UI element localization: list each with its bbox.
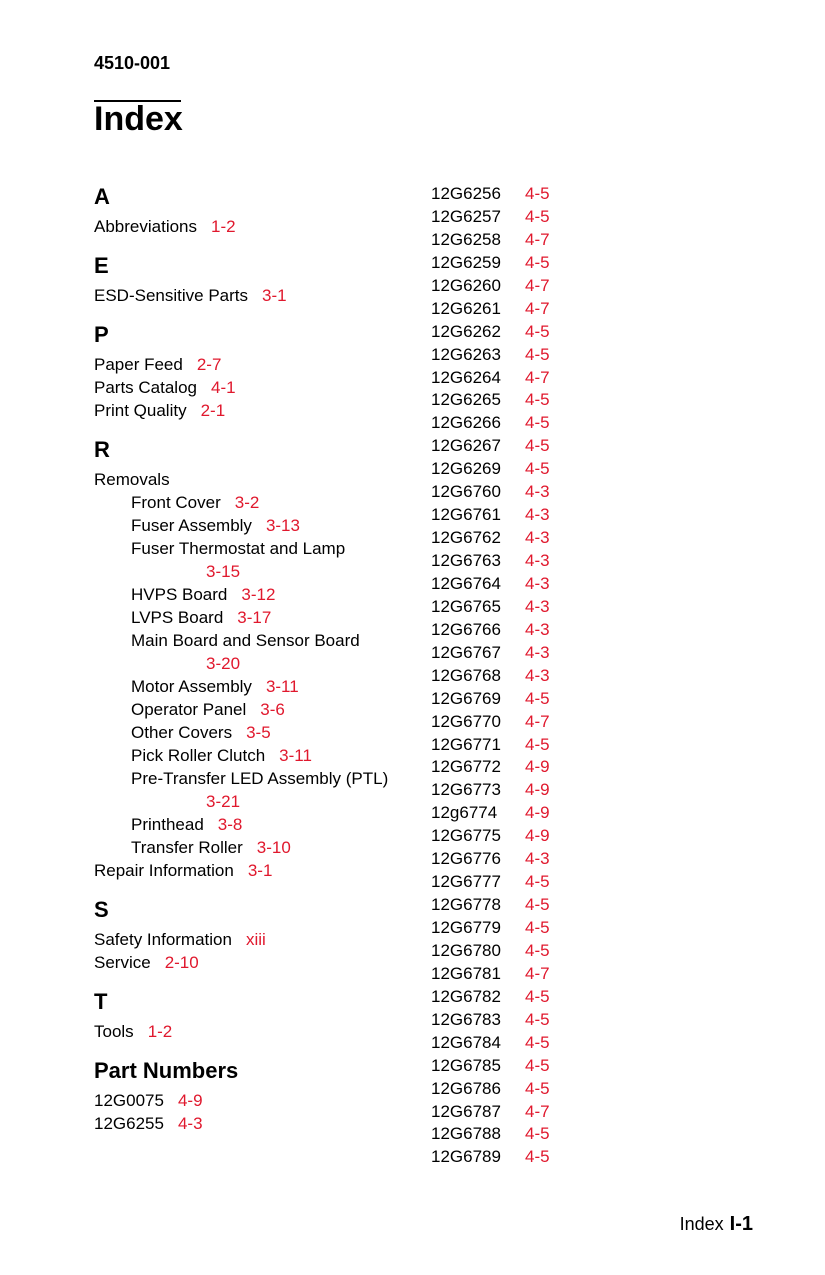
page-reference-link[interactable]: 4-5 (525, 986, 550, 1006)
part-number: 12G6262 (431, 321, 501, 341)
page-reference-link[interactable]: 4-5 (525, 1009, 550, 1029)
part-number: 12G6766 (431, 619, 501, 639)
page-reference-link[interactable]: 3-12 (241, 585, 276, 604)
page-reference-link[interactable]: xiii (245, 930, 266, 949)
index-entry-text: Printhead (131, 815, 204, 834)
part-number-entry (431, 1009, 631, 1032)
part-number-entry (431, 481, 631, 504)
page-reference-link[interactable]: 4-9 (525, 803, 550, 823)
part-number: 12G6269 (431, 459, 501, 479)
index-entry (94, 468, 424, 491)
page-reference-link[interactable]: 4-5 (525, 940, 550, 960)
page-reference-link[interactable]: 4-3 (525, 642, 550, 662)
part-number: 12G6760 (431, 482, 501, 502)
part-number-entry (431, 321, 631, 344)
page-reference-link[interactable]: 4-5 (525, 1124, 550, 1144)
part-number: 12G6779 (431, 918, 501, 937)
part-number: 12G6761 (431, 505, 501, 525)
part-number: 12g6774 (431, 803, 498, 823)
page-reference-link[interactable]: 4-3 (525, 482, 550, 502)
page-reference-link[interactable]: 4-5 (525, 390, 550, 410)
page-reference-link[interactable]: 4-5 (525, 206, 550, 226)
part-number: 12G6762 (431, 528, 501, 548)
page-reference-link[interactable]: 4-5 (525, 321, 550, 341)
part-number: 12G6258 (431, 229, 501, 249)
part-number: 12G6255 (94, 1114, 164, 1133)
page-reference-link[interactable]: 3-15 (206, 562, 241, 581)
index-entry (94, 744, 424, 767)
index-entry-text: Main Board and Sensor Board (131, 631, 360, 650)
part-number: 12G6261 (431, 298, 501, 318)
page-reference-link[interactable]: 4-7 (525, 1101, 550, 1121)
index-entry (94, 836, 424, 859)
part-number-entry (431, 825, 631, 848)
index-entry-text: Paper Feed (94, 355, 183, 374)
part-number: 12G6259 (431, 252, 501, 272)
part-number: 12G6775 (431, 826, 501, 846)
part-number: 12G6763 (431, 551, 501, 570)
part-number: 12G6260 (431, 275, 501, 295)
page-reference-link[interactable]: 4-3 (525, 596, 550, 616)
page-reference-link[interactable]: 3-13 (265, 516, 300, 535)
index-entry (94, 767, 424, 790)
part-number-entry (431, 458, 631, 481)
part-number-entry (94, 1089, 424, 1112)
page-reference-link[interactable]: 3-17 (237, 608, 272, 627)
part-number-entry (431, 848, 631, 871)
index-entry-text: Front Cover (131, 493, 221, 512)
index-entry (94, 629, 424, 652)
page-reference-link[interactable]: 4-3 (525, 619, 550, 639)
page-reference-link[interactable]: 4-5 (525, 184, 550, 203)
part-number: 12G6783 (431, 1009, 501, 1029)
part-number-entry (431, 756, 631, 779)
index-entry-text: HVPS Board (131, 585, 228, 604)
part-number-entry (431, 367, 631, 390)
part-number-entry (431, 894, 631, 917)
index-entry (94, 951, 424, 974)
index-entry-text: Pre-Transfer LED Assembly (PTL) (131, 769, 389, 788)
part-number-entry (431, 1123, 631, 1146)
page-reference-link[interactable]: 3-10 (256, 838, 291, 857)
part-number-entry (431, 183, 631, 206)
part-number: 12G6767 (431, 642, 501, 662)
page-reference-link[interactable]: 4-9 (177, 1091, 203, 1110)
part-number: 12G6267 (431, 436, 501, 456)
part-number: 12G6789 (431, 1147, 501, 1167)
index-entry-text: Service (94, 953, 151, 972)
part-number: 12G6788 (431, 1124, 501, 1144)
page-reference-link[interactable]: 3-2 (234, 493, 260, 512)
page-reference-link[interactable]: 4-7 (525, 275, 550, 295)
part-number: 12G6264 (431, 367, 501, 387)
index-entry (94, 1020, 424, 1043)
part-number: 12G6778 (431, 895, 501, 915)
part-number-entry (431, 504, 631, 527)
page-reference-link[interactable]: 3-21 (206, 792, 241, 811)
index-entry (94, 399, 424, 422)
index-entry-text: Fuser Assembly (131, 516, 252, 535)
part-number: 12G6265 (431, 390, 501, 410)
part-number-entry (431, 527, 631, 550)
part-number-entry (431, 711, 631, 734)
part-number: 12G6776 (431, 849, 501, 869)
part-number-entry (431, 275, 631, 298)
page-reference-link[interactable]: 2-7 (196, 355, 222, 374)
index-right-column (431, 183, 631, 1169)
page-reference-link[interactable]: 4-7 (525, 298, 550, 318)
part-number: 12G6772 (431, 757, 501, 777)
part-number: 12G6780 (431, 940, 501, 960)
part-number: 12G6764 (431, 573, 501, 593)
part-number-entry (431, 596, 631, 619)
page-reference-link[interactable]: 4-3 (525, 665, 550, 685)
part-number-entry (431, 1146, 631, 1169)
page-reference-link[interactable]: 4-9 (525, 757, 550, 777)
part-number-entry (431, 412, 631, 435)
page-reference-link[interactable]: 4-3 (177, 1114, 203, 1133)
page-reference-link[interactable]: 4-3 (525, 849, 550, 869)
page-reference-link[interactable]: 4-7 (525, 229, 550, 249)
page-footer (680, 1213, 753, 1236)
page-reference-link[interactable]: 3-8 (217, 815, 243, 834)
index-entry-text: Motor Assembly (131, 677, 252, 696)
page-title: Index (94, 100, 183, 138)
index-entry-text: Operator Panel (131, 700, 247, 719)
part-number-entry (431, 802, 631, 825)
page-reference-link[interactable]: 4-5 (525, 1147, 550, 1167)
part-number: 12G6785 (431, 1055, 501, 1075)
index-entry (94, 353, 424, 376)
index-entry (94, 284, 424, 307)
part-number: 12G6770 (431, 711, 501, 731)
part-number-entry (431, 344, 631, 367)
page-reference-link[interactable]: 4-5 (525, 895, 550, 915)
index-entry (94, 675, 424, 698)
page-reference-link[interactable]: 4-5 (525, 734, 550, 754)
part-number: 12G6256 (431, 184, 501, 203)
index-entry-text: Parts Catalog (94, 378, 197, 397)
page-reference-link[interactable]: 4-5 (525, 1055, 550, 1075)
part-number-entry (431, 642, 631, 665)
index-left-column (94, 178, 424, 1135)
part-number-entry (431, 298, 631, 321)
part-number-entry (431, 1078, 631, 1101)
index-entry (94, 537, 424, 560)
footer-page-number: I-1 (729, 1213, 753, 1235)
index-entry-text: Other Covers (131, 723, 233, 742)
section-letter: A (94, 184, 110, 209)
page-reference-link[interactable]: 4-5 (525, 252, 550, 272)
page-reference-link[interactable]: 4-5 (525, 918, 550, 937)
part-number-entry (431, 389, 631, 412)
page-reference-link[interactable]: 4-1 (211, 378, 236, 397)
index-entry (94, 583, 424, 606)
part-number-entry (431, 871, 631, 894)
page-reference-link[interactable]: 4-7 (525, 711, 550, 731)
page-reference-link[interactable]: 3-1 (247, 861, 273, 880)
index-entry (94, 491, 424, 514)
page-reference-link[interactable]: 4-5 (525, 1078, 550, 1098)
part-number: 12G6782 (431, 986, 501, 1006)
page-reference-link[interactable]: 3-5 (246, 723, 271, 742)
part-number-entry (431, 1032, 631, 1055)
page-reference-link[interactable]: 3-20 (206, 654, 241, 673)
index-entry (94, 514, 424, 537)
section-letter: T (94, 989, 108, 1014)
page-reference-link[interactable]: 4-7 (525, 367, 550, 387)
part-number: 12G6263 (431, 344, 501, 364)
section-letter: E (94, 253, 109, 278)
index-entry (94, 698, 424, 721)
part-number-entry (431, 1055, 631, 1078)
part-number-entry (431, 229, 631, 252)
part-number: 12G6765 (431, 596, 501, 616)
part-number-entry (431, 917, 631, 940)
page-reference-link[interactable]: 3-11 (265, 677, 299, 696)
page-reference-link[interactable]: 4-3 (525, 551, 550, 570)
index-entry (94, 790, 424, 813)
index-entry-text: Fuser Thermostat and Lamp (131, 539, 346, 558)
page-reference-link[interactable]: 4-3 (525, 505, 550, 525)
part-number: 12G6769 (431, 688, 501, 708)
page-reference-link[interactable]: 4-7 (525, 963, 550, 983)
part-number-entry (431, 619, 631, 642)
part-number: 12G6266 (431, 413, 501, 433)
page-reference-link[interactable]: 4-5 (525, 459, 550, 479)
index-entry-text: Pick Roller Clutch (131, 746, 266, 765)
index-entry (94, 721, 424, 744)
index-entry (94, 560, 424, 583)
page-reference-link[interactable]: 4-9 (525, 826, 550, 846)
index-entry-text: Removals (94, 470, 170, 489)
index-entry (94, 376, 424, 399)
page-reference-link[interactable]: 4-5 (525, 436, 550, 456)
page-reference-link[interactable]: 1-2 (147, 1022, 173, 1041)
part-number: 12G6787 (431, 1101, 501, 1121)
index-entry (94, 652, 424, 675)
page-reference-link[interactable]: 1-2 (211, 217, 236, 236)
part-number-entry (431, 779, 631, 802)
page-reference-link[interactable]: 3-6 (260, 700, 285, 719)
part-number-entry (431, 550, 631, 573)
index-entry-text: LVPS Board (131, 608, 224, 627)
part-number-entry (431, 206, 631, 229)
part-number-entry (431, 665, 631, 688)
page-reference-link[interactable]: 4-3 (525, 528, 550, 548)
part-number-entry (431, 986, 631, 1009)
part-number: 12G6784 (431, 1032, 501, 1052)
part-number: 12G6777 (431, 872, 501, 892)
index-entry (94, 928, 424, 951)
page-reference-link[interactable]: 4-5 (525, 1032, 550, 1052)
part-number-entry (431, 435, 631, 458)
page-reference-link[interactable]: 4-5 (525, 413, 550, 433)
part-number: 12G6771 (431, 734, 501, 754)
part-number: 12G6768 (431, 665, 501, 685)
page-reference-link[interactable]: 2-1 (200, 401, 226, 420)
index-entry-text: Transfer Roller (131, 838, 243, 857)
index-entry-text: Abbreviations (94, 217, 198, 236)
index-entry (94, 859, 424, 882)
part-number: 12G6773 (431, 780, 501, 800)
part-numbers-heading: Part Numbers (94, 1058, 239, 1083)
section-letter: R (94, 437, 110, 462)
part-number-entry (431, 688, 631, 711)
page-reference-link[interactable]: 2-10 (164, 953, 199, 972)
page-reference-link[interactable]: 3-11 (279, 746, 312, 765)
page-reference-link[interactable]: 4-5 (525, 872, 550, 892)
page-reference-link[interactable]: 3-1 (262, 286, 287, 305)
doc-id: 4510-001 (94, 53, 171, 73)
section-letter: P (94, 322, 109, 347)
index-entry (94, 813, 424, 836)
part-number-entry (431, 963, 631, 986)
index-entry-text: ESD-Sensitive Parts (94, 286, 248, 305)
index-entry-text: Safety Information (94, 930, 232, 949)
section-letter: S (94, 897, 109, 922)
index-entry (94, 215, 424, 238)
part-number: 12G6781 (431, 963, 501, 983)
index-entry-text: Repair Information (94, 861, 234, 880)
part-number-entry (431, 573, 631, 596)
part-number-entry (431, 252, 631, 275)
page-reference-link[interactable]: 4-3 (525, 573, 550, 593)
footer-label: Index (679, 1214, 724, 1234)
page-reference-link[interactable]: 4-9 (525, 780, 550, 800)
page-reference-link[interactable]: 4-5 (525, 344, 550, 364)
part-number-entry (431, 734, 631, 757)
index-entry-text: Tools (94, 1022, 134, 1041)
index-entry-text: Print Quality (94, 401, 187, 420)
part-number-entry (431, 940, 631, 963)
part-number: 12G0075 (94, 1091, 164, 1110)
part-number: 12G6257 (431, 206, 501, 226)
page-reference-link[interactable]: 4-5 (525, 688, 550, 708)
part-number: 12G6786 (431, 1078, 501, 1098)
part-number-entry (94, 1112, 424, 1135)
part-number-entry (431, 1101, 631, 1124)
index-entry (94, 606, 424, 629)
